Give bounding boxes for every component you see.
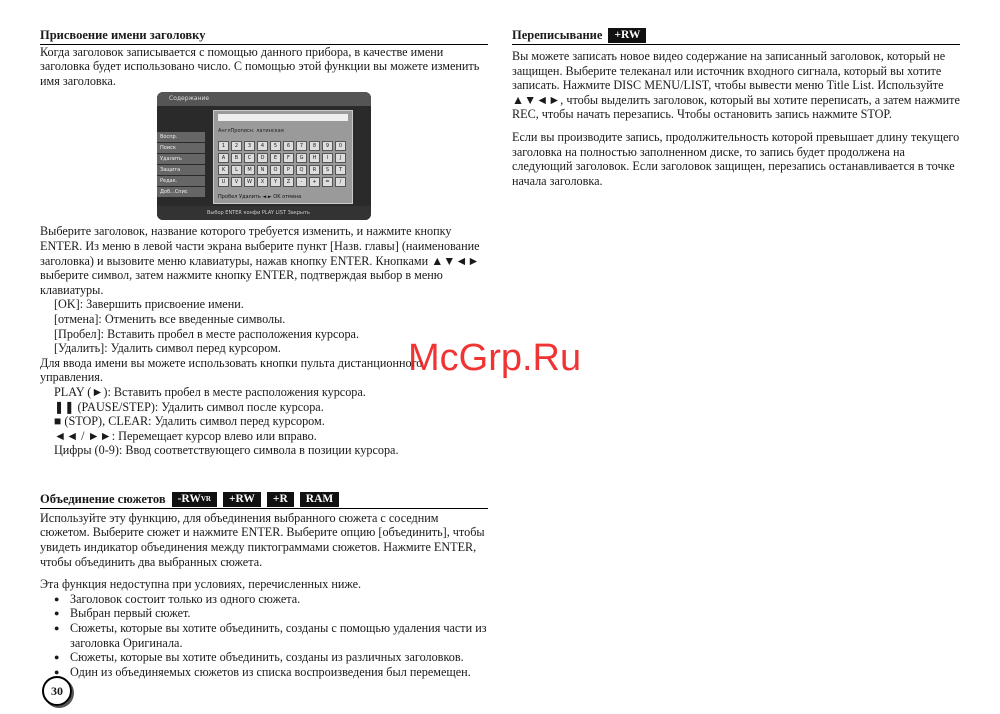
keyboard-mode: АнглПрописн. латинская — [218, 128, 284, 135]
overwrite-p1: Вы можете записать новое видео содержание на записанный заголовок, который не защищен. Выберите телеканал или источник входного сигнала, который вы хотите записать. Нажмите DISC MENU/LIST, чтобы вывести меню Title List. Используйте ▲▼◄►, чтобы выделить заголовок, который вы хотите переписать, а затем нажмите REC, чтобы начать перезапись. Чтобы остановить запись нажмите STOP. — [512, 49, 960, 122]
keyboard-row — [218, 165, 348, 175]
right-column — [512, 28, 960, 188]
badge-plus-rw: +RW — [223, 492, 261, 507]
remote-item: ❚❚ (PAUSE/STEP): Удалить символ после курсора. — [54, 399, 324, 414]
keyboard-key: I — [322, 153, 333, 163]
screen-menu-item: Поиск — [157, 143, 205, 153]
list-item: ● Заголовок состоит только из одного сюжета. — [40, 592, 488, 607]
keyboard-actions: Пробел Удалить ◄ ► OK отмена — [218, 193, 302, 200]
option-item: [OK]: Завершить присвоение имени. — [54, 297, 244, 312]
remote-item: PLAY (►): Вставить пробел в месте расположения курсора. — [54, 384, 366, 399]
keyboard-key: + — [309, 177, 320, 187]
badge-plus-r: +R — [267, 492, 294, 507]
keyboard-key: 2 — [231, 141, 242, 151]
keyboard-key: E — [270, 153, 281, 163]
keyboard-row — [218, 141, 348, 151]
screen-footer: Выбор ENTER конфи PLAY LIST Закрыть — [157, 206, 371, 220]
keyboard-keys — [214, 141, 352, 187]
keyboard-input-field — [218, 114, 348, 121]
screen-menu-item: Воспр. — [157, 132, 205, 142]
screen-menu-item: Удалить — [157, 154, 205, 164]
keyboard-key: M — [244, 165, 255, 175]
keyboard-key: Q — [296, 165, 307, 175]
keyboard-key: G — [296, 153, 307, 163]
keyboard-key: S — [322, 165, 333, 175]
keyboard-key: 9 — [322, 141, 333, 151]
remote-item: ■ (STOP), CLEAR: Удалить символ перед курсором. — [54, 414, 325, 429]
keyboard-key: N — [257, 165, 268, 175]
keyboard-key: D — [257, 153, 268, 163]
option-item: [Удалить]: Удалить символ перед курсором. — [54, 341, 281, 356]
keyboard-key: F — [283, 153, 294, 163]
keyboard-row — [218, 153, 348, 163]
badge-plus-rw: +RW — [608, 28, 646, 43]
body-text-1: Выберите заголовок, название которого требуется изменить, и нажмите кнопку ENTER. Из меню в левой части экрана выберите пункт [Назв. главы] (наименование заголовка) и вызовите меню клавиатуры, нажав кнопку ENTER. Кнопками ▲▼◄► выберите символ, затем нажмите кнопку ENTER, подтверждая выбор в меню клавиатуры. — [40, 224, 480, 297]
remote-intro: Для ввода имени вы можете использовать кнопки пульта дистанционного управления. — [40, 355, 423, 385]
keyboard-key: 5 — [270, 141, 281, 151]
keyboard-key: H — [309, 153, 320, 163]
keyboard-key: K — [218, 165, 229, 175]
screen-menu-item: Редак. — [157, 176, 205, 186]
keyboard-key: C — [244, 153, 255, 163]
keyboard-key: A — [218, 153, 229, 163]
heading-merge-scenes: Объединение сюжетов $-RW^{VR}$ +RW +R RAM — [40, 492, 488, 509]
screen-menu — [157, 132, 205, 198]
page-number: 30 — [42, 676, 72, 706]
keyboard-key: 0 — [335, 141, 346, 151]
merge-body: Используйте эту функцию, для объединения выбранного сюжета с соседним сюжетом. Выберите сюжет и нажмите ENTER. Выберите опцию [объединить], чтобы увидеть индикатор объединения между пиктограммами сюжетов. Нажмите ENTER, чтобы объединить два выбранных сюжета. — [40, 510, 485, 569]
keyboard-key: 4 — [257, 141, 268, 151]
intro-text: Когда заголовок записывается с помощью данного прибора, в качестве имени заголовка будет использовано число. С помощью этой функции вы можете изменить имя заголовка. — [40, 44, 480, 88]
keyboard-key: 3 — [244, 141, 255, 151]
list-item: ● Один из объединяемых сюжетов из списка воспроизведения был перемещен. — [40, 665, 488, 680]
keyboard-key: 6 — [283, 141, 294, 151]
keyboard-key: R — [309, 165, 320, 175]
keyboard-key: X — [257, 177, 268, 187]
list-item: ● Сюжеты, которые вы хотите объединить, созданы из различных заголовков. — [40, 650, 488, 665]
conditions-list — [40, 592, 488, 680]
keyboard-key: 1 — [218, 141, 229, 151]
conditions-intro: Эта функция недоступна при условиях, перечисленных ниже. — [40, 577, 362, 592]
option-item: [отмена]: Отменить все введенные символы. — [54, 311, 286, 326]
keyboard-key: / — [335, 177, 346, 187]
keyboard-key: = — [322, 177, 333, 187]
badge-ram: RAM — [300, 492, 339, 507]
overwrite-p2: Если вы производите запись, продолжительность которой превышает длину текущего заголовка на полностью заполненном диске, то запись будет продолжена на следующий заголовок. Если заголовок защищен, перезапись останавливается в точке начала заголовка. — [512, 129, 960, 188]
heading-title-naming: Присвоение имени заголовку — [40, 28, 488, 45]
keyboard-row — [218, 177, 348, 187]
option-item: [Пробел]: Вставить пробел в месте расположения курсора. — [54, 326, 360, 341]
remote-item: ◄◄ / ►►: Перемещает курсор влево или вправо. — [54, 428, 317, 443]
keyboard-key: - — [296, 177, 307, 187]
keyboard-key: T — [335, 165, 346, 175]
keyboard-key: Y — [270, 177, 281, 187]
list-item: ● Сюжеты, которые вы хотите объединить, созданы с помощью удаления части из заголовка Оригинала. — [40, 621, 488, 650]
keyboard-menu-screenshot — [157, 92, 371, 220]
remote-item: Цифры (0-9): Ввод соответствующего символа в позиции курсора. — [54, 443, 399, 458]
keyboard-key: V — [231, 177, 242, 187]
keyboard-key: 8 — [309, 141, 320, 151]
onscreen-keyboard — [213, 110, 353, 204]
keyboard-key: O — [270, 165, 281, 175]
keyboard-key: 7 — [296, 141, 307, 151]
keyboard-key: W — [244, 177, 255, 187]
screen-menu-item: Защита — [157, 165, 205, 175]
keyboard-key: Z — [283, 177, 294, 187]
keyboard-key: P — [283, 165, 294, 175]
screen-title: Содержание — [157, 92, 371, 106]
keyboard-key: J — [335, 153, 346, 163]
keyboard-key: L — [231, 165, 242, 175]
screen-menu-item: Доб...Спис — [157, 187, 205, 197]
keyboard-key: U — [218, 177, 229, 187]
list-item: ● Выбран первый сюжет. — [40, 606, 488, 621]
badge-rwvr: $-RW^{VR}$ — [172, 492, 217, 507]
watermark: McGrp.Ru — [408, 337, 582, 379]
keyboard-key: B — [231, 153, 242, 163]
heading-overwrite: Переписывание +RW — [512, 28, 960, 45]
remote-list — [40, 385, 488, 458]
